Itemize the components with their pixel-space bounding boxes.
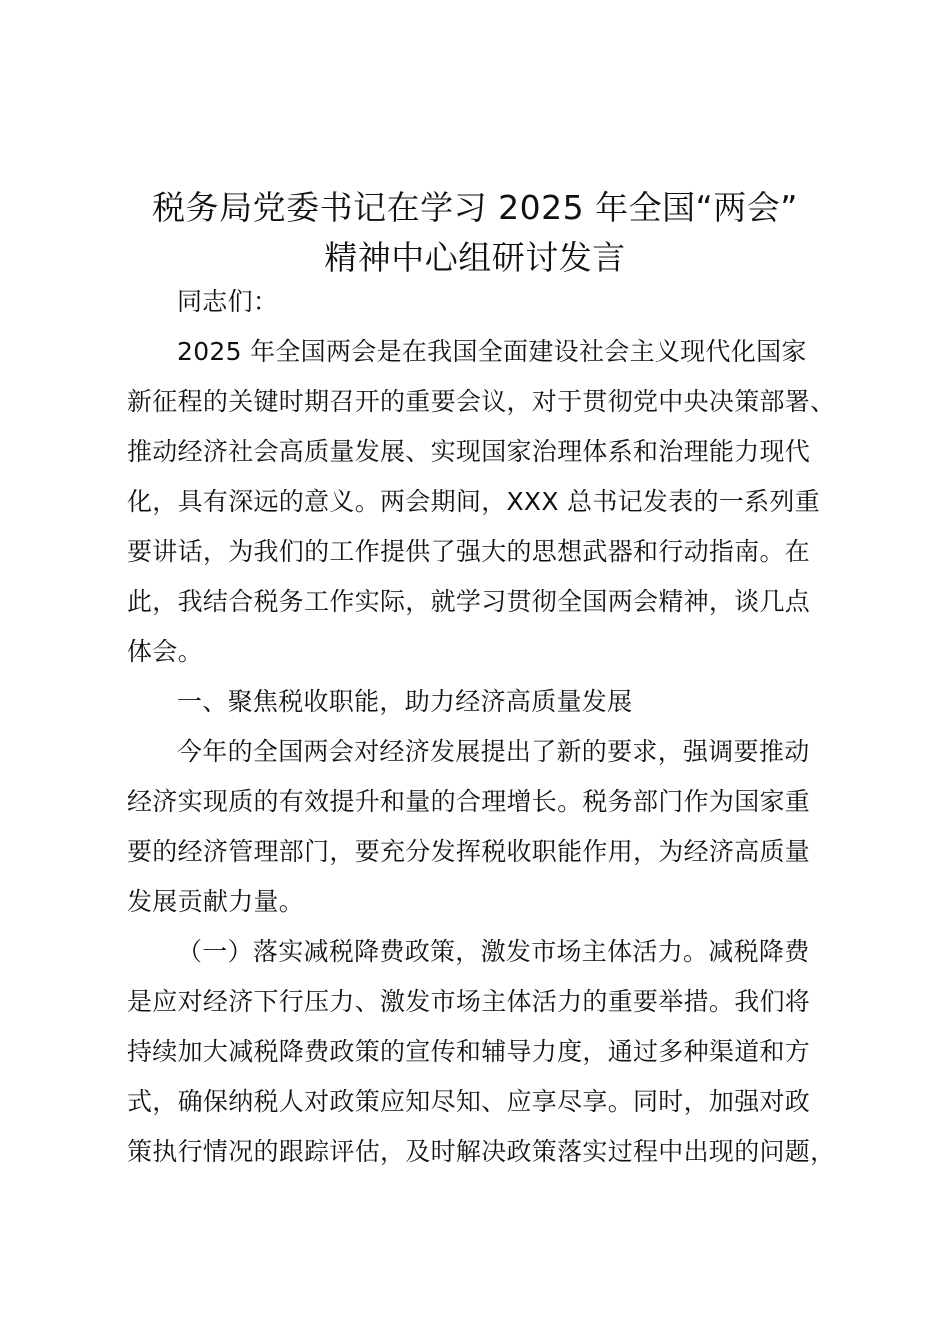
section-heading: 一、聚焦税收职能，助力经济高质量发展: [177, 687, 633, 716]
paragraph-line: 推动经济社会高质量发展、实现国家治理体系和治理能力现代: [127, 437, 811, 466]
paragraph-line: 持续加大减税降费政策的宣传和辅导力度，通过多种渠道和方: [127, 1037, 811, 1066]
document-body: [127, 277, 837, 1177]
paragraph-line: 新征程的关键时期召开的重要会议，对于贯彻党中央决策部署、: [127, 387, 836, 416]
paragraph-line: 策执行情况的跟踪评估，及时解决政策落实过程中出现的问题，: [127, 1137, 836, 1166]
paragraph-line: 2025 年全国两会是在我国全面建设社会主义现代化国家: [177, 337, 807, 366]
paragraph-line: 今年的全国两会对经济发展提出了新的要求，强调要推动: [177, 737, 810, 766]
document-title-line-2: 精神中心组研讨发言: [324, 238, 626, 277]
paragraph-line: 发展贡献力量。: [127, 887, 305, 916]
paragraph-line: 体会。: [127, 637, 203, 666]
paragraph-line: 式，确保纳税人对政策应知尽知、应享尽享。同时，加强对政: [127, 1087, 811, 1116]
paragraph-line: 是应对经济下行压力、激发市场主体活力的重要举措。我们将: [127, 987, 811, 1016]
document-title-line-1: 税务局党委书记在学习 2025 年全国“两会”: [152, 188, 798, 227]
paragraph-line: 此，我结合税务工作实际，就学习贯彻全国两会精神，谈几点: [127, 587, 811, 616]
paragraph-line: 要的经济管理部门，要充分发挥税收职能作用，为经济高质量: [127, 837, 811, 866]
paragraph-line: 化，具有深远的意义。两会期间，XXX 总书记发表的一系列重: [127, 487, 821, 516]
paragraph-line: 经济实现质的有效提升和量的合理增长。税务部门作为国家重: [127, 787, 811, 816]
paragraph-line: 要讲话，为我们的工作提供了强大的思想武器和行动指南。在: [127, 537, 811, 566]
salutation: 同志们：: [177, 287, 279, 316]
subsection-line: （一）落实减税降费政策，激发市场主体活力。减税降费: [177, 937, 810, 966]
